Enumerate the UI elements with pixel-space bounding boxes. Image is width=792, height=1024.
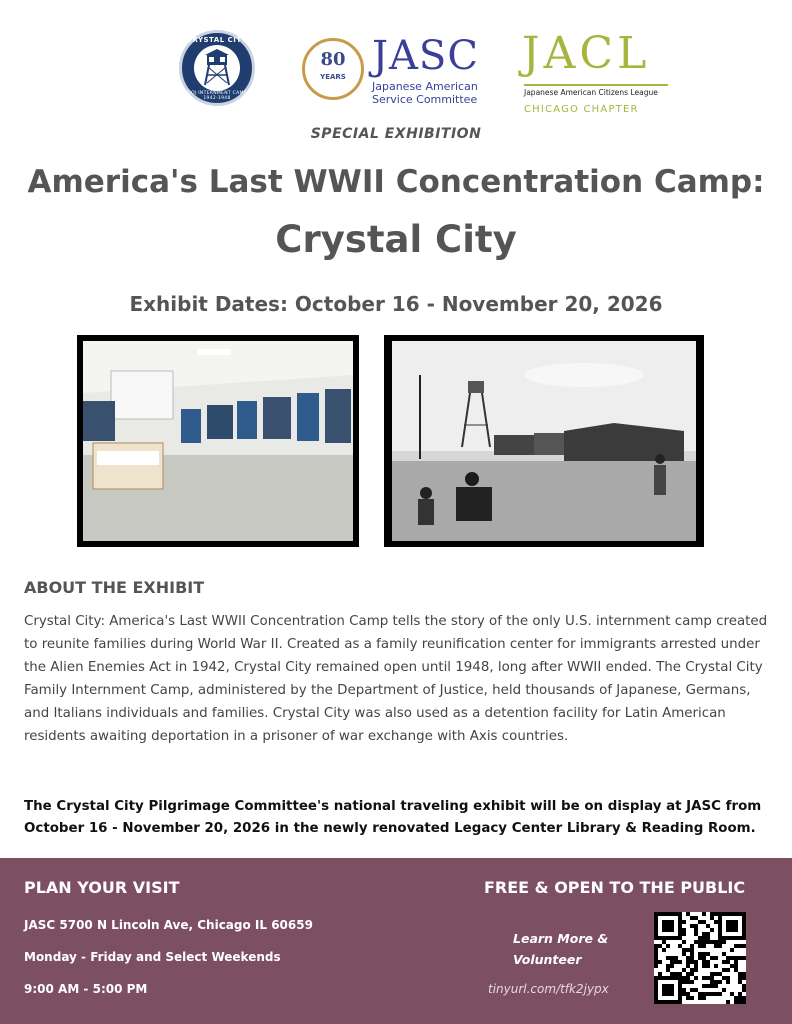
crystal-city-seal-logo <box>179 30 255 106</box>
badge-years-text: YEARS <box>320 73 346 81</box>
jasc-subtitle-line1: Japanese American <box>372 80 478 93</box>
jasc-subtitle <box>372 80 478 106</box>
jasc-subtitle-line2: Service Committee <box>372 93 478 106</box>
page-title-line2: Crystal City <box>275 218 517 261</box>
about-body: Crystal City: America's Last WWII Concentration Camp tells the story of the only U.S. internment camp created to reunite families during World War II. Created as a family reunification center for immigrants arrested under the Alien Enemies Act in 1942, Crystal City remained open until 1948, long after WWII ended. The Crystal City Family Internment Camp, administered by the Department of Justice, held thousands of Japanese, Germans, and Italians individuals and families. Crystal City was also used as a detention facility for Latin American residents awaiting deportation in a prisoner of war exchange with Axis countries. <box>24 614 768 744</box>
visit-address: JASC 5700 N Lincoln Ave, Chicago IL 60659 <box>24 918 313 932</box>
exhibit-display-notice: The Crystal City Pilgrimage Committee's national traveling exhibit will be on display at JASC from October 16 - November 20, 2026 in the newly renovated Legacy Center Library & Reading Room. <box>24 799 762 836</box>
exhibit-dates: Exhibit Dates: October 16 - November 20, 2026 <box>129 292 663 316</box>
qr-code-icon[interactable] <box>654 912 746 1004</box>
jasc-logo-text: JASC <box>372 33 479 79</box>
volunteer-line: Volunteer <box>513 952 582 967</box>
jasc-80-years-badge <box>302 38 364 100</box>
jacl-divider <box>524 84 668 86</box>
tinyurl-link[interactable]: tinyurl.com/tfk2jypx <box>488 982 609 996</box>
seal-top-text: CRYSTAL CITY <box>186 36 248 44</box>
jacl-logo-text: JACL <box>522 28 651 79</box>
jacl-subtitle: Japanese American Citizens League <box>524 88 658 97</box>
special-exhibition-kicker: SPECIAL EXHIBITION <box>310 126 482 142</box>
plan-visit-footer <box>0 858 792 1024</box>
plan-visit-heading: PLAN YOUR VISIT <box>24 878 180 897</box>
learn-more-line: Learn More & <box>513 931 609 946</box>
learn-more-text <box>513 928 633 970</box>
historic-camp-photo <box>384 335 704 547</box>
watchtower-icon <box>194 45 240 91</box>
badge-number: 80 <box>320 49 346 70</box>
seal-bottom-text: DOJ INTERNMENT CAMP 1942-1948 <box>187 91 247 101</box>
jacl-chapter: CHICAGO CHAPTER <box>524 104 639 115</box>
about-heading: ABOUT THE EXHIBIT <box>24 578 205 597</box>
logo-row <box>0 28 792 115</box>
exhibit-room-photo <box>77 335 359 547</box>
visit-days: Monday - Friday and Select Weekends <box>24 950 281 964</box>
free-open-heading: FREE & OPEN TO THE PUBLIC <box>484 878 746 897</box>
visit-hours: 9:00 AM - 5:00 PM <box>24 982 148 996</box>
page-title-line1: America's Last WWII Concentration Camp: <box>27 164 765 200</box>
